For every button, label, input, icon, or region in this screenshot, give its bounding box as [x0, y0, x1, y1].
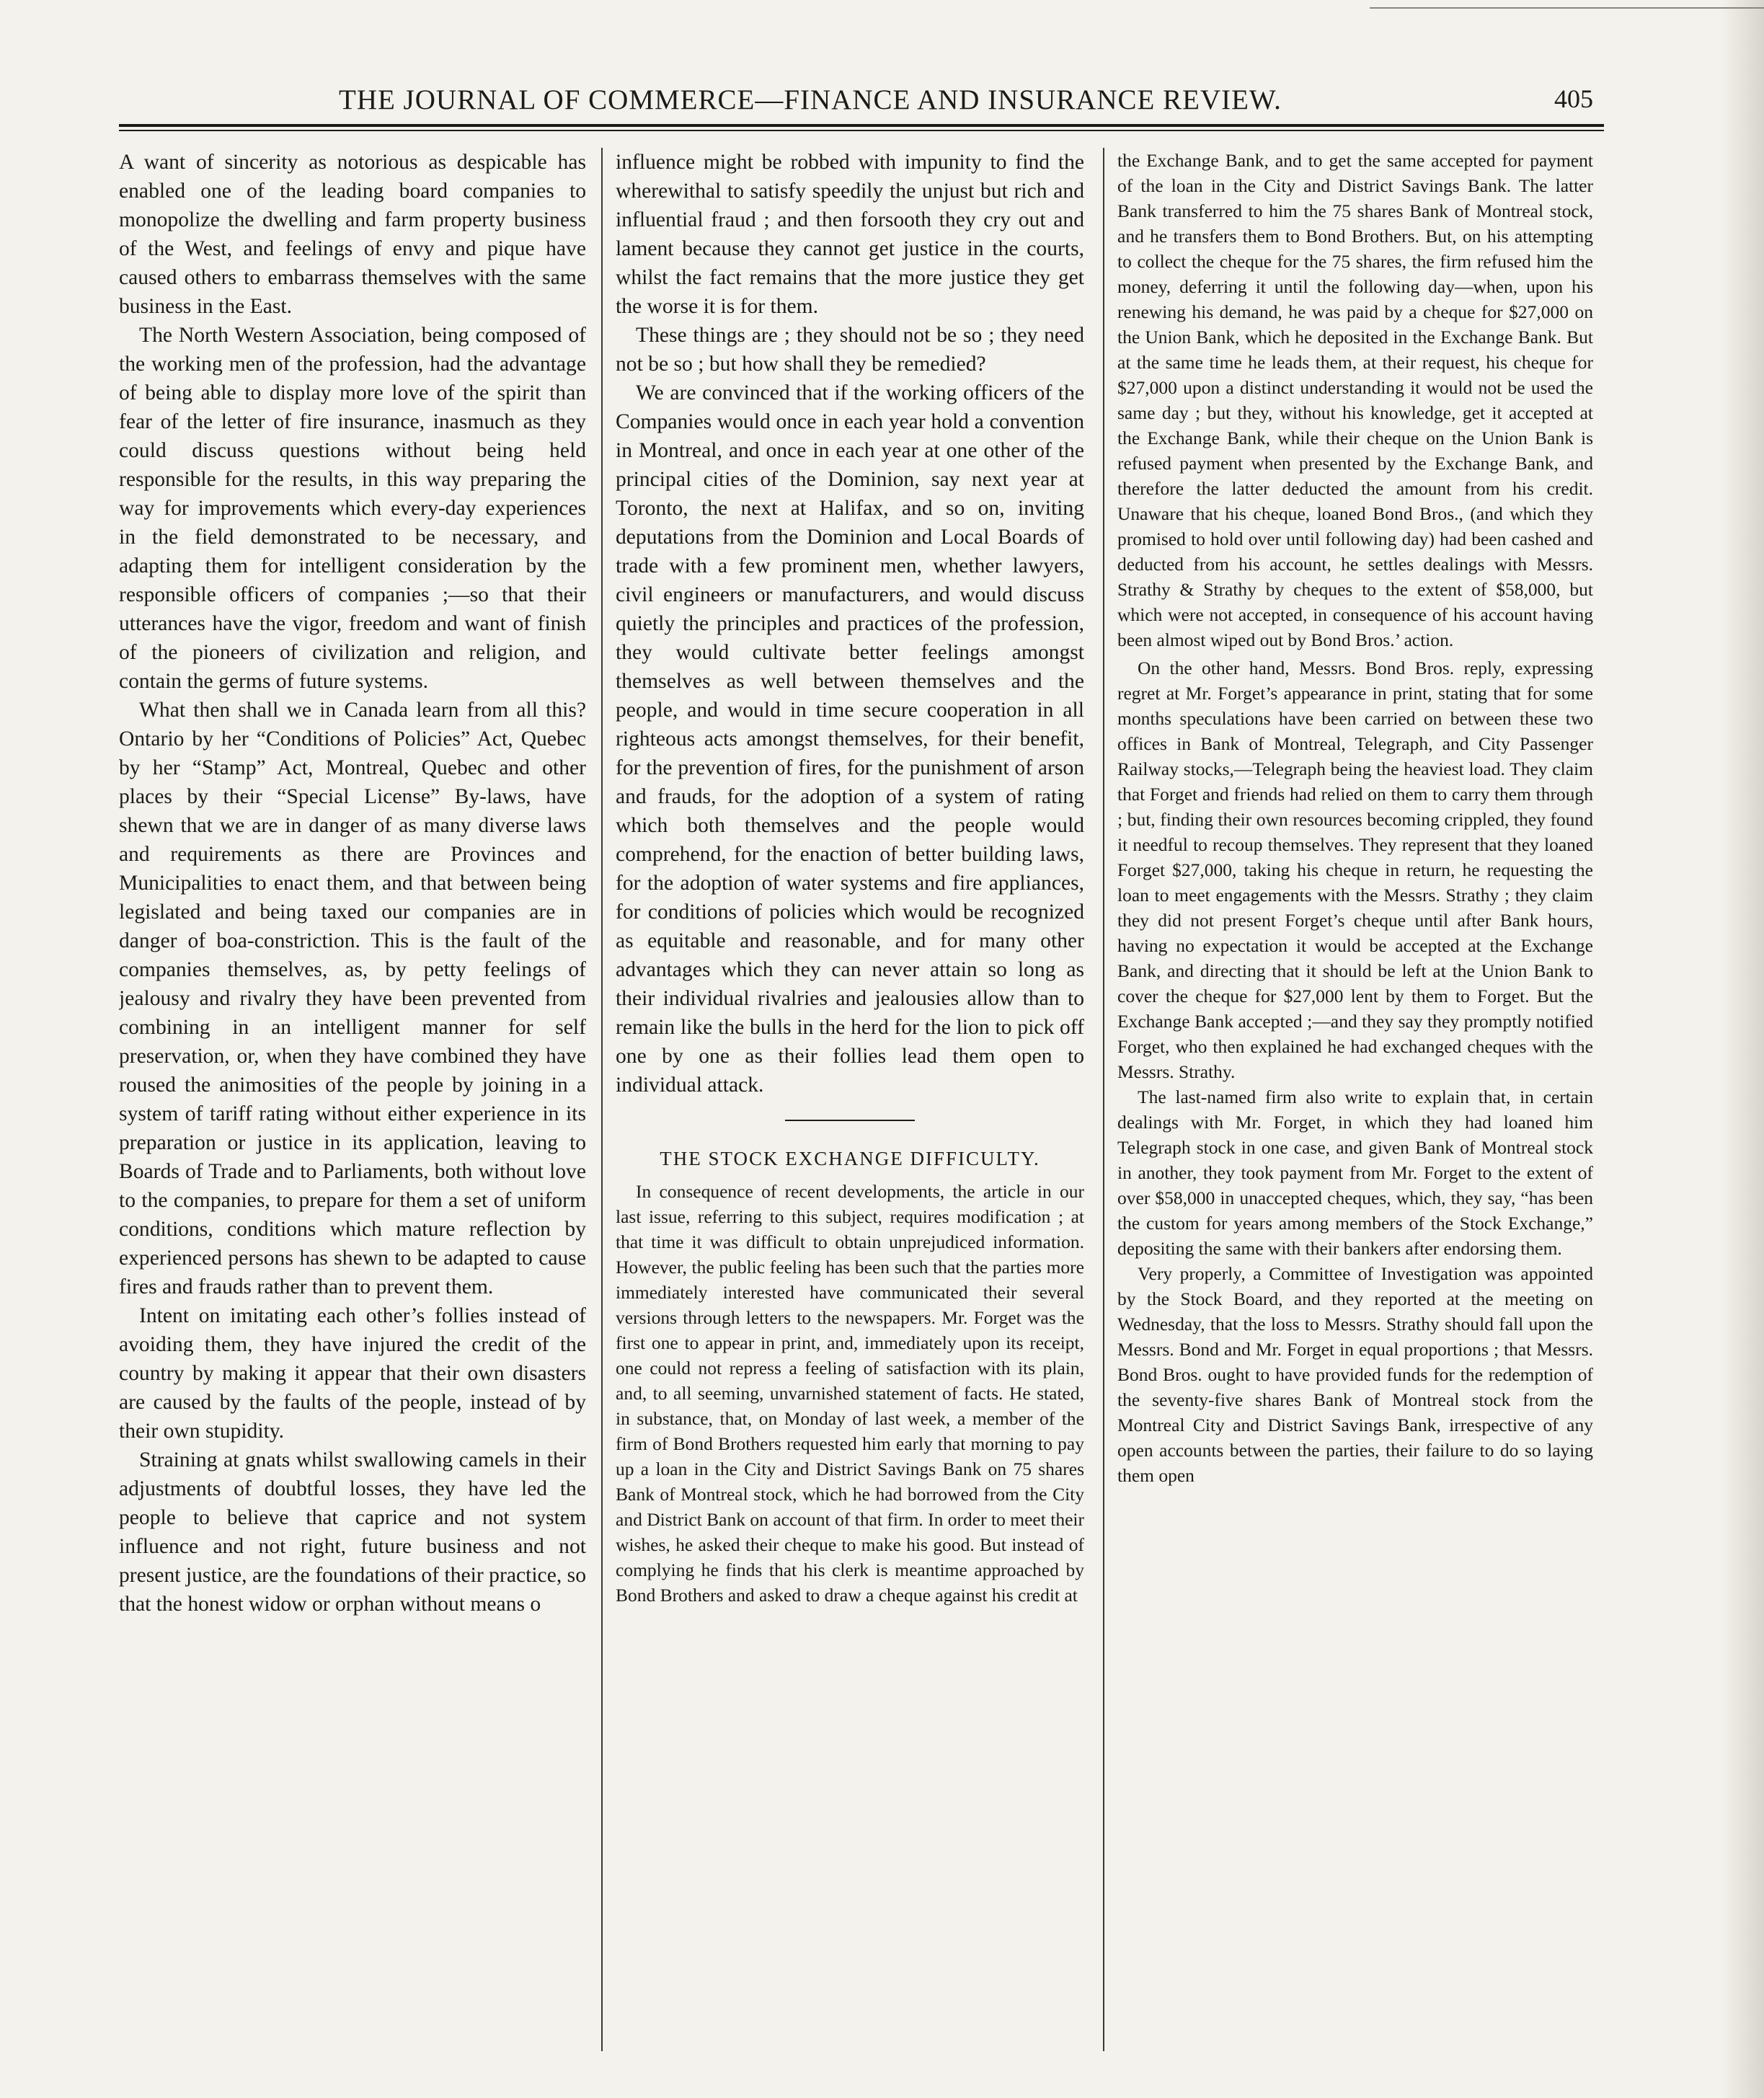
- column-divider: [1103, 148, 1104, 2051]
- paragraph: A want of sincerity as notorious as despicable has enabled one of the leading board companies to monopolize the dwelling and farm property business of the West, and feelings of envy and pique have caused others to embarrass themselves with the same business in the East.: [119, 151, 586, 318]
- column-divider: [601, 148, 603, 2051]
- paragraph: These things are ; they should not be so ; they need not be so ; but how shall they be remedied?: [616, 324, 1084, 376]
- header-rule: [119, 124, 1604, 131]
- top-edge-rule: [1370, 7, 1764, 9]
- paragraph: the Exchange Bank, and to get the same accepted for payment of the loan in the City and District Savings Bank. The latter Bank transferred to him the 75 shares Bank of Montreal stock, and he transfers them to Bond Brothers. But, on his attempting to collect the cheque for the 75 shares, the firm refused him the money, deferring it until the following day—when, upon his renewing his demand, he was paid by a cheque for $27,000 on the Union Bank, which he deposited in the Exchange Bank. But at the same time he leads them, at their request, his cheque for $27,000 upon a distinct understanding it would not be used the same day ; but they, without his knowledge, get it accepted at the Exchange Bank, while their cheque on the Union Bank is refused payment when presented by the Exchange Bank, and therefore the latter deducted the amount from his credit. Unaware that his cheque, loaned Bond Bros., (and which they promised to hold over until following day) had been cashed and deducted from his account, he settles dealings with Messrs. Strathy & Strathy by cheques to the extent of $58,000, but which were not accepted, in consequence of his account having been almost wiped out by Bond Bros.’ action.: [1117, 150, 1593, 650]
- page-header: [123, 81, 1593, 124]
- section-divider: [785, 1120, 915, 1121]
- running-head: THE JOURNAL OF COMMERCE—FINANCE AND INSURANCE REVIEW.: [339, 84, 1282, 115]
- paragraph: The North Western Association, being composed of the working men of the profession, had the advantage of being able to display more love of the spirit than fear of the letter of fire insurance, inasmuch as they could discuss questions without being held responsible for the results, in this way preparing the way for improvements which every-day experiences in the field demonstrated to be necessary, and adapting them for intelligent consideration by the responsible officers of companies ;—so that their utterances have the vigor, freedom and want of finish of the pioneers of civilization and religion, and contain the germs of future systems.: [119, 324, 586, 693]
- column-2: [616, 148, 1084, 2051]
- paragraph: What then shall we in Canada learn from all this? Ontario by her “Conditions of Policies” Act, Quebec by her “Stamp” Act, Montreal, Quebec and other places by their “Special License” By-laws, have shewn that we are in danger of as many diverse laws and requirements as there are Provinces and Municipalities to enact them, and that between being legislated and being taxed our companies are in danger of boa-constriction. This is the fault of the companies themselves, as, by petty feelings of jealousy and rivalry they have been prevented from combining in an intelligent manner for self preservation, or, when they have combined they have roused the animosities of the people by joining in a system of tariff rating without either experience in its preparation or justice in its application, leaving to Boards of Trade and to Parliaments, both without love to the companies, to prepare for them a set of uniform conditions, conditions which mature reflection by experienced persons has shewn to be adapted to cause fires and frauds rather than to prevent them.: [119, 699, 586, 1298]
- paragraph: Straining at gnats whilst swallowing camels in their adjustments of doubtful losses, they have led the people to believe that caprice and not system influence and not right, future business and not present justice, are the foundations of their practice, so that the honest widow or orphan without means o: [119, 1448, 586, 1616]
- paragraph: The last-named firm also write to explain that, in certain dealings with Mr. Forget, in which they had loaned him Telegraph stock in one case, and given Bank of Montreal stock in another, they took payment from Mr. Forget to the extent of over $58,000 in unaccepted cheques, which, they say, “has been the custom for years among members of the Stock Exchange,” depositing the same with their bankers after endorsing them.: [1117, 1086, 1593, 1259]
- paragraph: influence might be robbed with impunity to find the wherewithal to satisfy speedily the unjust but rich and influential fraud ; and then forsooth they cry out and lament because they cannot get justice in the courts, whilst the fact remains that the more justice they get the worse it is for them.: [616, 151, 1084, 318]
- column-1: [119, 148, 586, 2051]
- paragraph: We are convinced that if the working officers of the Companies would once in each year hold a convention in Montreal, and once in each year at one other of the principal cities of the Dominion, say next year at Toronto, the next at Halifax, and so on, inviting deputations from the Dominion and Local Boards of trade with a few prominent men, whether lawyers, civil engineers or manufacturers, and would discuss quietly the principles and practices of the profession, they would cultivate better feelings amongst themselves as well between themselves and the people, and would in time secure cooperation in all righteous acts amongst themselves, for their benefit, for the prevention of fires, for the punishment of arson and frauds, for the adoption of a system of rating which both themselves and the people would comprehend, for the enaction of better building laws, for the adoption of water systems and fire appliances, for conditions of policies which would be recognized as equitable and reasonable, and for many other advantages which they can never attain so long as their individual rivalries and jealousies allow than to remain like the bulls in the herd for the lion to pick off one by one as their follies lead them open to individual attack.: [616, 381, 1084, 1097]
- page-edge-shadow: [1721, 0, 1764, 2098]
- paragraph: In consequence of recent developments, the article in our last issue, referring to this subject, requires modification ; at that time it was difficult to obtain unprejudiced information. However, the public feeling has been such that the parties more immediately interested have communicated their several versions through letters to the newspapers. Mr. Forget was the first one to appear in print, and, immediately upon its receipt, one could not repress a feeling of satisfaction with its plain, and, to all seeming, unvarnished statement of facts. He stated, in substance, that, on Monday of last week, a member of the firm of Bond Brothers requested him early that morning to pay up a loan in the City and District Savings Bank on 75 shares Bank of Montreal stock, which he had borrowed from the City and District Bank on account of that firm. In order to meet their wishes, he asked their cheque to make his good. But instead of complying he finds that his clerk is meantime approached by Bond Brothers and asked to draw a cheque against his credit at: [616, 1181, 1084, 1606]
- paragraph: Intent on imitating each other’s follies instead of avoiding them, they have injured the credit of the country by making it appear that their own disasters are caused by the faults of the people, instead of by their own stupidity.: [119, 1304, 586, 1443]
- section-heading: THE STOCK EXCHANGE DIFFICULTY.: [660, 1148, 1040, 1169]
- column-3: [1117, 148, 1593, 2051]
- paragraph: Very properly, a Committee of Investigation was appointed by the Stock Board, and they reported at the meeting on Wednesday, that the loss to Messrs. Strathy should fall upon the Messrs. Bond and Mr. Forget in equal proportions ; that Messrs. Bond Bros. ought to have provided funds for the redemption of the seventy-five shares Bank of Montreal stock from the Montreal City and District Savings Bank, irrespective of any open accounts between the parties, their failure to do so laying them open: [1117, 1263, 1593, 1486]
- page-number: 405: [1554, 84, 1593, 113]
- paragraph: On the other hand, Messrs. Bond Bros. reply, expressing regret at Mr. Forget’s appearance in print, stating that for some months speculations have been carried on between these two offices in Bank of Montreal, Telegraph, and City Passenger Railway stocks,—Telegraph being the heaviest load. They claim that Forget and friends had relied on them to carry them through ; but, finding their own resources becoming crippled, they found it needful to recoup themselves. They represent that they loaned Forget $27,000, taking his cheque in return, he requesting the loan to meet engagements with the Messrs. Strathy ; they claim they did not present Forget’s cheque until after Bank hours, having no expectation it would be accepted at the Exchange Bank, and directing that it should be left at the Union Bank to cover the cheque for $27,000 lent by them to Forget. But the Exchange Bank accepted ;—and they say they promptly notified Forget, who then explained he had exchanged cheques with the Messrs. Strathy.: [1117, 658, 1593, 1082]
